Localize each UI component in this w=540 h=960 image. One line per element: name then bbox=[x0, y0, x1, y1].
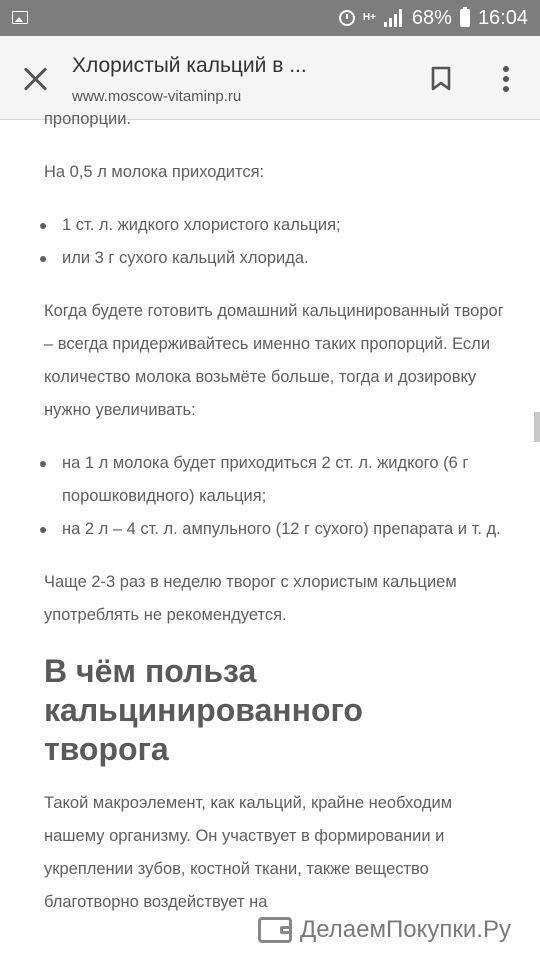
battery-percent: 68% bbox=[411, 6, 452, 29]
paragraph: Такой макроэлемент, как кальций, крайне необходим нашему организму. Он участвует в формировании и укреплении зубов, костной ткани, также вещество благотворно воздействует на bbox=[44, 794, 453, 911]
bullet-list bbox=[44, 447, 504, 546]
bullet-list bbox=[44, 209, 504, 275]
watermark bbox=[258, 910, 511, 950]
signal-icon bbox=[384, 9, 404, 27]
scrollbar[interactable] bbox=[534, 412, 540, 442]
section-heading: В чём польза кальцинированного творога bbox=[44, 653, 363, 767]
clock: 16:04 bbox=[477, 6, 528, 29]
paragraph: пропорции. bbox=[44, 110, 132, 128]
battery-icon bbox=[460, 9, 470, 27]
page-title: Хлористый кальций в ... bbox=[72, 54, 307, 77]
status-icons bbox=[339, 0, 528, 36]
status-bar bbox=[0, 0, 540, 36]
list-item: на 2 л – 4 ст. л. ампульного (12 г сухого) препарата и т. д. bbox=[44, 513, 504, 546]
page-url: www.moscow-vitaminp.ru bbox=[72, 88, 242, 105]
watermark-text: ДелаемПокупки.Ру bbox=[300, 916, 511, 943]
paragraph: Когда будете готовить домашний кальцинированный творог – всегда придерживайтесь именно таких пропорций. Если количество молока возьмёте больше, тогда и дозировку нужно увеличивать: bbox=[44, 302, 504, 419]
paragraph: Чаще 2-3 раз в неделю творог с хлористым кальцием употреблять не рекомендуется. bbox=[44, 573, 457, 624]
list-item: или 3 г сухого кальций хлорида. bbox=[44, 242, 504, 275]
more-options-icon[interactable] bbox=[500, 66, 512, 92]
bookmark-icon[interactable] bbox=[431, 66, 451, 91]
article-content[interactable] bbox=[0, 110, 540, 960]
wallet-icon bbox=[258, 917, 292, 943]
paragraph: На 0,5 л молока приходится: bbox=[44, 163, 265, 181]
alarm-icon bbox=[339, 10, 355, 26]
close-icon[interactable] bbox=[22, 66, 48, 92]
mobile-data-indicator: H+ bbox=[362, 12, 376, 23]
article-body bbox=[44, 103, 504, 939]
list-item: на 1 л молока будет приходиться 2 ст. л. жидкого (6 г порошковидного) кальция; bbox=[44, 447, 504, 513]
list-item: 1 ст. л. жидкого хлористого кальция; bbox=[44, 209, 504, 242]
image-notification-icon bbox=[12, 11, 28, 24]
